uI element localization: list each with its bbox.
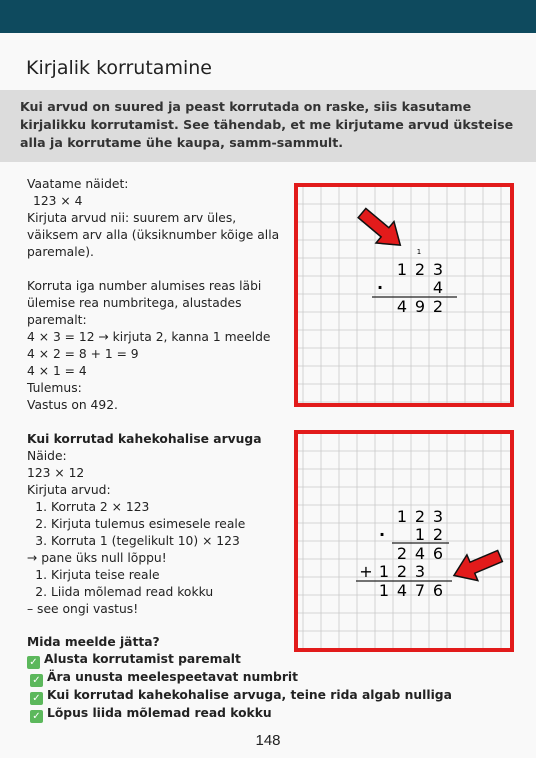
result-digit: 2 — [432, 297, 444, 316]
multiplication-grid-2 — [294, 430, 514, 652]
check-mark-icon: ✓ — [30, 710, 43, 723]
result-digit: 9 — [414, 297, 426, 316]
example2-closing: – see ongi vastus! — [27, 602, 139, 616]
partial-digit: 1 — [378, 562, 390, 581]
example1-line: paremale). — [27, 245, 94, 259]
example1-line: Kirjuta arvud nii: suurem arv üles, — [27, 211, 237, 225]
partial-digit: 6 — [432, 544, 444, 563]
partial-digit: 4 — [414, 544, 426, 563]
list-item: 2. Liida mõlemad read kokku — [35, 585, 214, 599]
top-digit: 1 — [396, 260, 408, 279]
list-item: ✓ Lõpus liida mõlemad read kokku — [27, 705, 452, 723]
example1-line: paremalt: — [27, 313, 87, 327]
intro-box — [0, 90, 536, 162]
partial-digit: 2 — [396, 562, 408, 581]
carry-digit: 1 — [416, 248, 422, 256]
example2-expression: 123 × 12 — [27, 466, 85, 480]
example1-line: väiksem arv alla (üksiknumber kõige alla — [27, 228, 280, 242]
multiplication-grid-1 — [294, 183, 514, 407]
multiply-operator: · — [378, 525, 386, 544]
top-banner — [0, 0, 536, 33]
check-mark-icon: ✓ — [30, 674, 43, 687]
example1-line: 4 × 2 = 8 + 1 = 9 — [27, 347, 139, 361]
example1-line: Korruta iga number alumises reas läbi — [27, 279, 262, 293]
multiplier-digit: 2 — [432, 525, 444, 544]
example1-line: ülemise rea numbritega, alustades — [27, 296, 242, 310]
example1-line: 4 × 1 = 4 — [27, 364, 87, 378]
plus-sign: + — [359, 562, 373, 581]
multiply-operator: · — [376, 278, 384, 297]
example1-line: Vaatame näidet: — [27, 177, 129, 191]
check-mark-icon: ✓ — [30, 692, 43, 705]
grid-lines — [294, 430, 514, 652]
example1-line — [27, 261, 279, 278]
result-digit: 4 — [396, 581, 408, 600]
partial-digit: 3 — [414, 562, 426, 581]
partial-digit: 2 — [396, 544, 408, 563]
red-frame — [296, 185, 512, 405]
example2-label: Näide: — [27, 449, 67, 463]
top-digit: 3 — [432, 260, 444, 279]
check-mark-icon: ✓ — [27, 656, 40, 669]
list-item: ✓ Alusta korrutamist paremalt — [27, 651, 452, 669]
multiplier-digit: 1 — [414, 525, 426, 544]
top-digit: 2 — [414, 260, 426, 279]
page-title: Kirjalik korrutamine — [26, 57, 212, 79]
result-digit: 4 — [396, 297, 408, 316]
list-item: ✓ Ära unusta meelespeetavat numbrit — [27, 669, 452, 687]
top-digit: 1 — [396, 507, 408, 526]
list-item: 1. Kirjuta teise reale — [35, 568, 160, 582]
page-number: 148 — [255, 732, 281, 749]
example1-line: Vastus on 492. — [27, 398, 118, 412]
multiplier-digit: 4 — [432, 278, 444, 297]
example2-heading: Kui korrutad kahekohalise arvuga — [27, 432, 262, 446]
red-arrow-icon — [353, 202, 409, 256]
example2-write-label: Kirjuta arvud: — [27, 483, 111, 497]
example1-line: 4 × 3 = 12 → kirjuta 2, kanna 1 meelde — [27, 330, 271, 344]
top-digit: 2 — [414, 507, 426, 526]
red-arrow-icon — [449, 543, 506, 588]
top-digit: 3 — [432, 507, 444, 526]
list-item: ✓ Kui korrutad kahekohalise arvuga, teine rida algab nulliga — [27, 687, 452, 705]
remember-heading: Mida meelde jätta? — [27, 635, 160, 649]
list-item: 1. Korruta 2 × 123 — [35, 500, 150, 514]
example1-line: 123 × 4 — [33, 194, 83, 208]
list-item: 2. Kirjuta tulemus esimesele reale — [35, 517, 246, 531]
result-digit: 7 — [414, 581, 426, 600]
grid-lines — [294, 183, 514, 407]
intro-text: Kui arvud on suured ja peast korrutada on raske, siis kasutame kirjalikku korrutamist. See tähendab, et me kirjutame arvud üksteise alla ja korrutame ühe kaupa, samm-sammult. — [20, 99, 514, 150]
example2-arrow-note: → pane üks null lõppu! — [27, 551, 167, 565]
example2-text — [27, 431, 262, 618]
list-item: 3. Korruta 1 (tegelikult 10) × 123 — [35, 534, 240, 548]
result-digit: 6 — [432, 581, 444, 600]
result-digit: 1 — [378, 581, 390, 600]
example1-text — [27, 176, 279, 414]
example1-line: Tulemus: — [27, 381, 82, 395]
